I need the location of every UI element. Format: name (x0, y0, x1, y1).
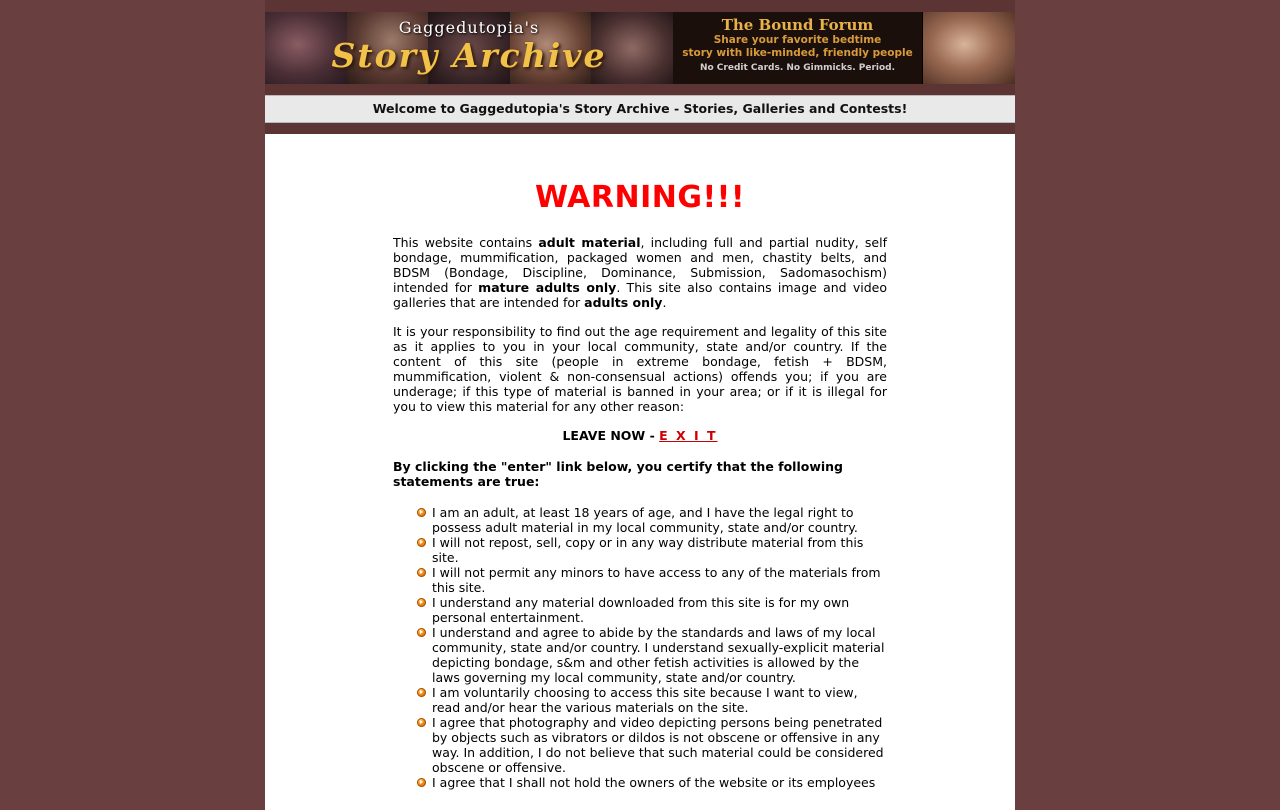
list-item (419, 715, 887, 775)
header-frame (265, 0, 1015, 134)
list-item (419, 775, 887, 790)
arrow-bullet-icon (417, 688, 426, 697)
page-title: WARNING!!! (534, 180, 746, 215)
arrow-bullet-icon (417, 508, 426, 517)
list-item (419, 625, 887, 685)
arrow-bullet-icon (417, 598, 426, 607)
certify-text: By clicking the "enter" link below, you certify that the following statements are true: (393, 459, 844, 489)
statements-list (393, 505, 887, 790)
para1-bold-adults-only: adults only (584, 295, 663, 310)
leave-now-row (393, 428, 887, 443)
logo-text (265, 12, 673, 84)
arrow-bullet-icon (417, 568, 426, 577)
list-item (419, 535, 887, 565)
ad-line-2: story with like-minded, friendly people (682, 47, 913, 59)
statement-text: I am voluntarily choosing to access this site because I want to view, read and/or hear the various materials on the site. (432, 685, 858, 715)
ad-photo (922, 12, 1015, 84)
responsibility-paragraph: It is your responsibility to find out the age requirement and legality of this site as it applies to you in your local community, state and/or country. If the content of this site (people in extreme bondage, fetish + BDSM, mummification, violent & non-consensual actions) offends you; if you are underage; if this type of material is banned in your area; or if it is illegal for you to view this material for any other reason: (393, 324, 887, 414)
statement-text: I understand any material downloaded from this site is for my own personal entertainment. (432, 595, 850, 625)
para1-bold-mature-adults: mature adults only (478, 280, 617, 295)
exit-link[interactable]: E X I T (659, 428, 718, 443)
para1-part-a: This website contains (393, 235, 539, 250)
adult-material-paragraph (393, 235, 887, 310)
logo-line-2: Story Archive (331, 36, 607, 75)
arrow-bullet-icon (417, 538, 426, 547)
ad-line-1: Share your favorite bedtime (713, 34, 882, 46)
ad-title: The Bound Forum (721, 16, 874, 34)
para1-part-g: . (662, 295, 667, 310)
bound-forum-ad-banner[interactable] (673, 12, 1015, 84)
statement-text: I will not repost, sell, copy or in any way distribute material from this site. (432, 535, 864, 565)
list-item (419, 505, 887, 535)
list-item (419, 685, 887, 715)
welcome-bar: Welcome to Gaggedutopia's Story Archive - Stories, Galleries and Contests! (265, 95, 1015, 123)
site-logo-banner[interactable] (265, 12, 673, 84)
arrow-bullet-icon (417, 628, 426, 637)
header-spacer (265, 123, 1015, 134)
statement-text: I agree that photography and video depicting persons being penetrated by objects such as vibrators or dildos is not obscene or offensive in any way. In addition, I do not believe that such material could be considered obscene or offensive. (432, 715, 884, 775)
statement-text: I am an adult, at least 18 years of age, and I have the legal right to possess adult material in my local community, state and/or country. (432, 505, 858, 535)
content-inner (393, 134, 887, 790)
list-item (419, 595, 887, 625)
ad-footer: No Credit Cards. No Gimmicks. Period. (699, 63, 896, 73)
ad-text-block (673, 12, 922, 84)
arrow-bullet-icon (417, 778, 426, 787)
list-item (419, 565, 887, 595)
banner-row (265, 12, 1015, 84)
page-container (265, 0, 1015, 810)
statement-text: I agree that I shall not hold the owners of the website or its employees (432, 775, 876, 790)
para1-bold-adult-material: adult material (538, 235, 641, 250)
leave-now-label: LEAVE NOW - (562, 428, 655, 443)
arrow-bullet-icon (417, 718, 426, 727)
statement-text: I will not permit any minors to have access to any of the materials from this site. (432, 565, 881, 595)
main-content (265, 134, 1015, 810)
para1-part-c: , including full and partial nudity, self bondage, mummification, packaged women and men, chastity belts, and BDSM (Bondage, Discipline, Dominance, Submission, Sadomasochism) intended for (393, 235, 887, 295)
para1-part-e: . This site also contains image and video galleries that are intended for (393, 280, 887, 310)
logo-line-1: Gaggedutopia's (398, 18, 540, 37)
statement-text: I understand and agree to abide by the standards and laws of my local community, state and/or country. I understand sexually-explicit material depicting bondage, s&m and other fetish activities is allowed by the laws governing my local community, state and/or country. (432, 625, 885, 685)
